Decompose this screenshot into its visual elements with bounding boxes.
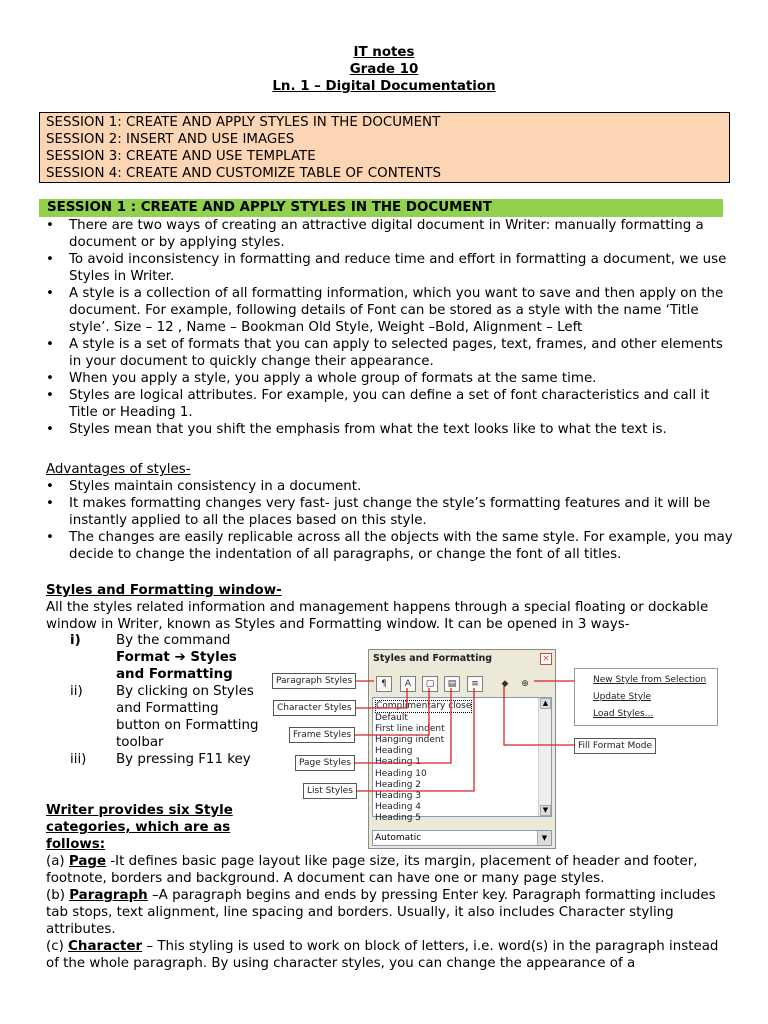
connector-page — [354, 688, 451, 763]
callout-frame-styles: Frame Styles — [289, 727, 355, 743]
connector-fill — [504, 686, 575, 745]
way-item — [70, 751, 270, 768]
style-categories-heading: Writer provides six Style categories, which are as follows: — [46, 803, 233, 852]
sf-window-block — [46, 582, 736, 633]
list-item[interactable]: Heading 2 — [375, 779, 422, 790]
list-item: • To avoid inconsistency in formatting and reduce time and effort in formatting a document, we use Styles in Writer. — [46, 251, 736, 285]
list-item[interactable]: Heading 4 — [375, 801, 422, 812]
list-item: • The changes are easily replicable across all the objects with the same style. For example, you may decide to change the indentation of all paragraphs, or change the font of all titles. — [46, 529, 736, 563]
list-item: • When you apply a style, you apply a whole group of formats at the same time. — [46, 370, 736, 387]
session-line: SESSION 3: CREATE AND USE TEMPLATE — [46, 149, 316, 164]
way-command-line2: and Formatting — [116, 667, 233, 682]
way-command-line1: Format ➔ Styles — [116, 650, 237, 665]
category-item: (c) Character – This styling is used to work on block of letters, i.e. word(s) in the paragraph instead of the whole paragraph. By using character styles, you can change the appearance of a — [46, 939, 719, 971]
session1-bullets-block — [46, 217, 736, 438]
session-line: SESSION 1: CREATE AND APPLY STYLES IN THE DOCUMENT — [46, 115, 441, 130]
list-styles-icon[interactable]: ≡ — [467, 676, 483, 692]
session-line: SESSION 2: INSERT AND USE IMAGES — [46, 132, 295, 147]
list-item: • Styles maintain consistency in a document. — [46, 478, 736, 495]
callout-list-styles: List Styles — [303, 783, 357, 799]
connector-list — [354, 688, 474, 791]
style-categories — [46, 853, 720, 972]
title-grade: Grade 10 — [349, 62, 419, 77]
close-icon[interactable]: × — [540, 653, 552, 665]
open-ways-list — [70, 632, 270, 768]
list-item: • Styles mean that you shift the emphasis from what the text looks like to what the text is. — [46, 421, 736, 438]
category-term: Character — [68, 939, 143, 954]
list-item: • It makes formatting changes very fast- just change the style’s formatting features and it will be instantly applied to all the places based on this style. — [46, 495, 736, 529]
list-item: • A style is a collection of all formatting information, which you want to save and then apply on the document. For example, following details of Font can be stored as a style with the name ‘Title style’. Size – 12 , Name – Bookman Old Style, Weight –Bold, Alignment – Left — [46, 285, 736, 336]
way-item — [70, 683, 270, 751]
new-style-menu — [574, 668, 718, 726]
list-item[interactable]: Heading 1 — [375, 757, 422, 768]
connector-frame — [354, 688, 429, 735]
way-number: ii) — [70, 684, 83, 699]
menu-item-new-style[interactable]: New Style from Selection — [593, 675, 707, 685]
list-item[interactable]: First line indent — [375, 724, 445, 735]
chevron-down-icon[interactable]: ▼ — [537, 831, 551, 845]
callout-character-styles: Character Styles — [273, 700, 356, 716]
list-item[interactable]: Heading 3 — [375, 790, 422, 801]
fill-format-mode-icon[interactable]: ◆ — [501, 679, 509, 689]
category-item: (a) Page -It defines basic page layout like page size, its margin, placement of header and footer, footnote, borders and background. A document can have one or many page styles. — [46, 854, 698, 886]
category-term: Paragraph — [69, 888, 148, 903]
window-title: Styles and Formatting — [373, 653, 493, 664]
scroll-up-icon[interactable]: ▲ — [540, 698, 551, 709]
sf-window-heading: Styles and Formatting window- — [46, 583, 282, 598]
document-titles — [0, 44, 768, 95]
list-item[interactable]: Heading 5 — [375, 812, 422, 823]
page-styles-icon[interactable]: ▤ — [444, 676, 460, 692]
way-text: By clicking on Styles and Formatting button on Formatting toolbar — [116, 684, 259, 750]
list-item[interactable]: Heading 10 — [375, 768, 427, 779]
menu-item-update-style[interactable]: Update Style — [593, 692, 652, 702]
styles-formatting-figure — [270, 646, 710, 856]
category-item: (b) Paragraph –A paragraph begins and ends by pressing Enter key. Paragraph formatting includes tab stops, text alignment, line spacing and borders. Usually, it also includes Character styling attributes. — [46, 888, 716, 937]
sessions-box — [39, 112, 730, 183]
dropdown-value: Automatic — [375, 833, 422, 843]
menu-item-load-styles[interactable]: Load Styles... — [593, 709, 654, 719]
way-number: i) — [70, 633, 81, 648]
connector-character — [354, 688, 407, 708]
title-lesson: Ln. 1 – Digital Documentation — [272, 79, 496, 94]
list-item: • A style is a set of formats that you can apply to selected pages, text, frames, and other elements in your document to quickly change their appearance. — [46, 336, 736, 370]
callout-fill-format-mode: Fill Format Mode — [574, 738, 656, 754]
paragraph-styles-icon[interactable]: ¶ — [376, 676, 392, 692]
advantages-bullets — [46, 478, 736, 563]
sf-window-intro: All the styles related information and management happens through a special floating or dockable window in Writer, known as Styles and Formatting window. It can be opened in 3 ways- — [46, 600, 709, 632]
way-item — [70, 632, 270, 683]
new-style-icon[interactable]: ⊕ — [521, 679, 529, 689]
title-it-notes: IT notes — [353, 45, 415, 60]
category-term: Page — [68, 854, 107, 869]
way-number: iii) — [70, 752, 87, 767]
list-item[interactable]: Heading — [375, 746, 413, 757]
way-text: By the command — [116, 633, 231, 648]
character-styles-icon[interactable]: A — [400, 676, 416, 692]
list-item[interactable]: Hanging indent — [375, 735, 445, 746]
list-item[interactable]: Complimentary close — [375, 700, 472, 713]
callout-page-styles: Page Styles — [295, 755, 355, 771]
way-text: By pressing F11 key — [116, 752, 251, 767]
session1-heading: SESSION 1 : CREATE AND APPLY STYLES IN THE DOCUMENT — [39, 199, 723, 217]
session-line: SESSION 4: CREATE AND CUSTOMIZE TABLE OF CONTENTS — [46, 166, 442, 181]
callout-paragraph-styles: Paragraph Styles — [272, 673, 356, 689]
scroll-down-icon[interactable]: ▼ — [540, 805, 551, 816]
session1-bullets — [46, 217, 736, 438]
list-item[interactable]: Default — [375, 713, 408, 724]
frame-styles-icon[interactable]: ▢ — [422, 676, 438, 692]
advantages-block — [46, 461, 736, 563]
list-item: • Styles are logical attributes. For example, you can define a set of font characteristics and call it Title or Heading 1. — [46, 387, 736, 421]
advantages-heading: Advantages of styles- — [46, 462, 191, 477]
list-item: • There are two ways of creating an attractive digital document in Writer: manually formatting a document or by applying styles. — [46, 217, 736, 251]
